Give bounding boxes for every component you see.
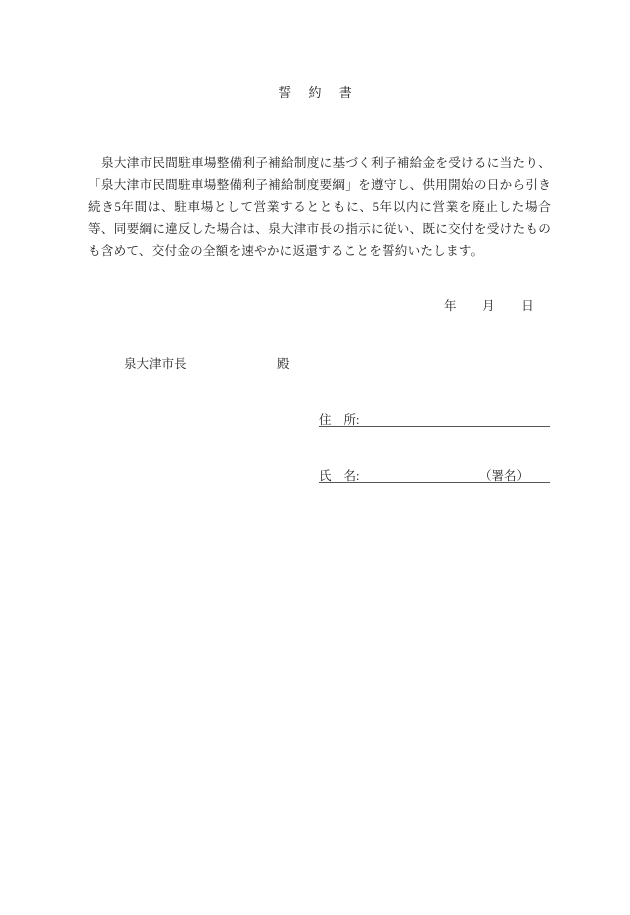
address-field[interactable] [319,410,550,427]
pledge-body-text: 泉大津市民間駐車場整備利子補給制度に基づく利子補給金を受けるに当たり、「泉大津市民間駐車場整備利子補給制度要綱」を遵守し、供用開始の日から引き続き5年間は、駐車場として営業するとともに、5年以内に営業を廃止した場合等、同要綱に違反した場合は、泉大津市長の指示に従い、既に交付を受けたものも含めて、交付金の全額を速やかに返還することを誓約いたします。 [88,156,551,258]
document-title [0,82,630,101]
address-label: 住 所: [319,413,360,427]
name-label: 氏 名: [319,469,360,483]
title-char: 書 [338,85,352,100]
name-field[interactable] [319,466,550,483]
date-month-label: 月 [482,299,495,313]
date-line [444,296,534,314]
title-char: 約 [308,85,322,100]
date-year-label: 年 [444,299,457,313]
signature-note: （署名） [479,469,530,483]
date-day-label: 日 [521,299,534,313]
title-char: 誓 [278,85,292,100]
addressee: 泉大津市長 [124,357,187,371]
addressee-honorific: 殿 [277,357,290,371]
